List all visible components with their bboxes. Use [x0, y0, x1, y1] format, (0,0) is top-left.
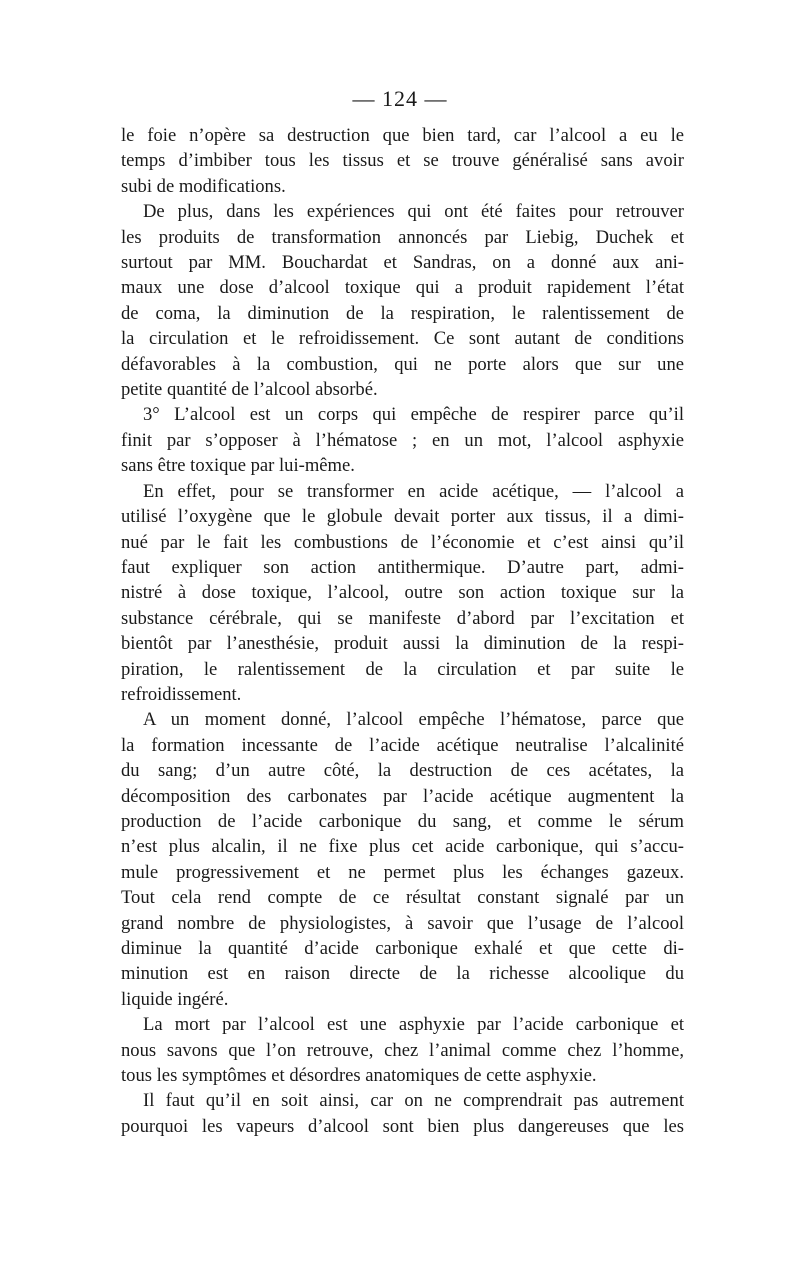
- text-line: de coma, la diminution de la respiration, le ralentissement de: [121, 302, 684, 324]
- text-line: défavorables à la combustion, qui ne porte alors que sur une: [121, 353, 684, 375]
- text-line: substance cérébrale, qui se manifeste d’abord par l’excitation et: [121, 607, 684, 629]
- text-line: minution est en raison directe de la richesse alcoolique du: [121, 963, 684, 985]
- text-line: piration, le ralentissement de la circulation et par suite le: [121, 658, 684, 680]
- text-line: grand nombre de physiologistes, à savoir que l’usage de l’alcool: [121, 912, 684, 934]
- text-line: n’est plus alcalin, il ne fixe plus cet acide carbonique, qui s’accu-: [121, 836, 684, 858]
- text-line: En effet, pour se transformer en acide acétique, — l’alcool a: [143, 480, 684, 502]
- text-line: Il faut qu’il en soit ainsi, car on ne comprendrait pas autrement: [143, 1090, 684, 1112]
- text-line: la formation incessante de l’acide acétique neutralise l’alcalinité: [121, 734, 684, 756]
- text-line: tous les symptômes et désordres anatomiques de cette asphyxie.: [121, 1065, 597, 1087]
- text-line: finit par s’opposer à l’hématose ; en un mot, l’alcool asphyxie: [121, 429, 684, 451]
- text-line: nué par le fait les combustions de l’économie et c’est ainsi qu’il: [121, 531, 684, 553]
- text-line: mule progressivement et ne permet plus les échanges gazeux.: [121, 861, 684, 883]
- text-line: surtout par MM. Bouchardat et Sandras, on a donné aux ani-: [121, 252, 684, 274]
- text-line: le foie n’opère sa destruction que bien tard, car l’alcool a eu le: [121, 125, 684, 146]
- text-line: nistré à dose toxique, l’alcool, outre son action toxique sur la: [121, 582, 684, 604]
- page-number-header: — 124 —: [352, 86, 448, 111]
- text-line: faut expliquer son action antithermique. D’autre part, admi-: [121, 556, 684, 578]
- text-line: liquide ingéré.: [121, 988, 229, 1010]
- text-line: décomposition des carbonates par l’acide acétique augmentent la: [121, 785, 684, 807]
- text-line: utilisé l’oxygène que le globule devait porter aux tissus, il a dimi-: [121, 506, 684, 528]
- text-line: De plus, dans les expériences qui ont été faites pour retrouver: [143, 201, 684, 223]
- text-line: pourquoi les vapeurs d’alcool sont bien plus dangereuses que les: [121, 1115, 684, 1137]
- body-text: [121, 123, 684, 1139]
- text-line: 3° L’alcool est un corps qui empêche de respirer parce qu’il: [143, 404, 684, 426]
- text-line: A un moment donné, l’alcool empêche l’hématose, parce que: [143, 709, 684, 731]
- text-line: diminue la quantité d’acide carbonique exhalé et que cette di-: [121, 938, 684, 959]
- text-line: petite quantité de l’alcool absorbé.: [121, 379, 378, 401]
- text-line: nous savons que l’on retrouve, chez l’animal comme chez l’homme,: [121, 1039, 684, 1061]
- text-line: refroidissement.: [121, 683, 242, 705]
- text-line: temps d’imbiber tous les tissus et se trouve généralisé sans avoir: [121, 150, 684, 172]
- text-line: Tout cela rend compte de ce résultat constant signalé par un: [121, 887, 684, 909]
- text-line: production de l’acide carbonique du sang, et comme le sérum: [121, 810, 684, 832]
- text-line: subi de modifications.: [121, 175, 286, 197]
- text-line: maux une dose d’alcool toxique qui a produit rapidement l’état: [121, 277, 684, 299]
- text-line: la circulation et le refroidissement. Ce sont autant de conditions: [121, 328, 684, 350]
- text-line: sans être toxique par lui-même.: [121, 455, 355, 477]
- text-line: les produits de transformation annoncés par Liebig, Duchek et: [121, 226, 684, 248]
- text-line: bientôt par l’anesthésie, produit aussi la diminution de la respi-: [121, 633, 684, 655]
- text-line: La mort par l’alcool est une asphyxie par l’acide carbonique et: [143, 1014, 684, 1036]
- text-line: du sang; d’un autre côté, la destruction de ces acétates, la: [121, 760, 684, 782]
